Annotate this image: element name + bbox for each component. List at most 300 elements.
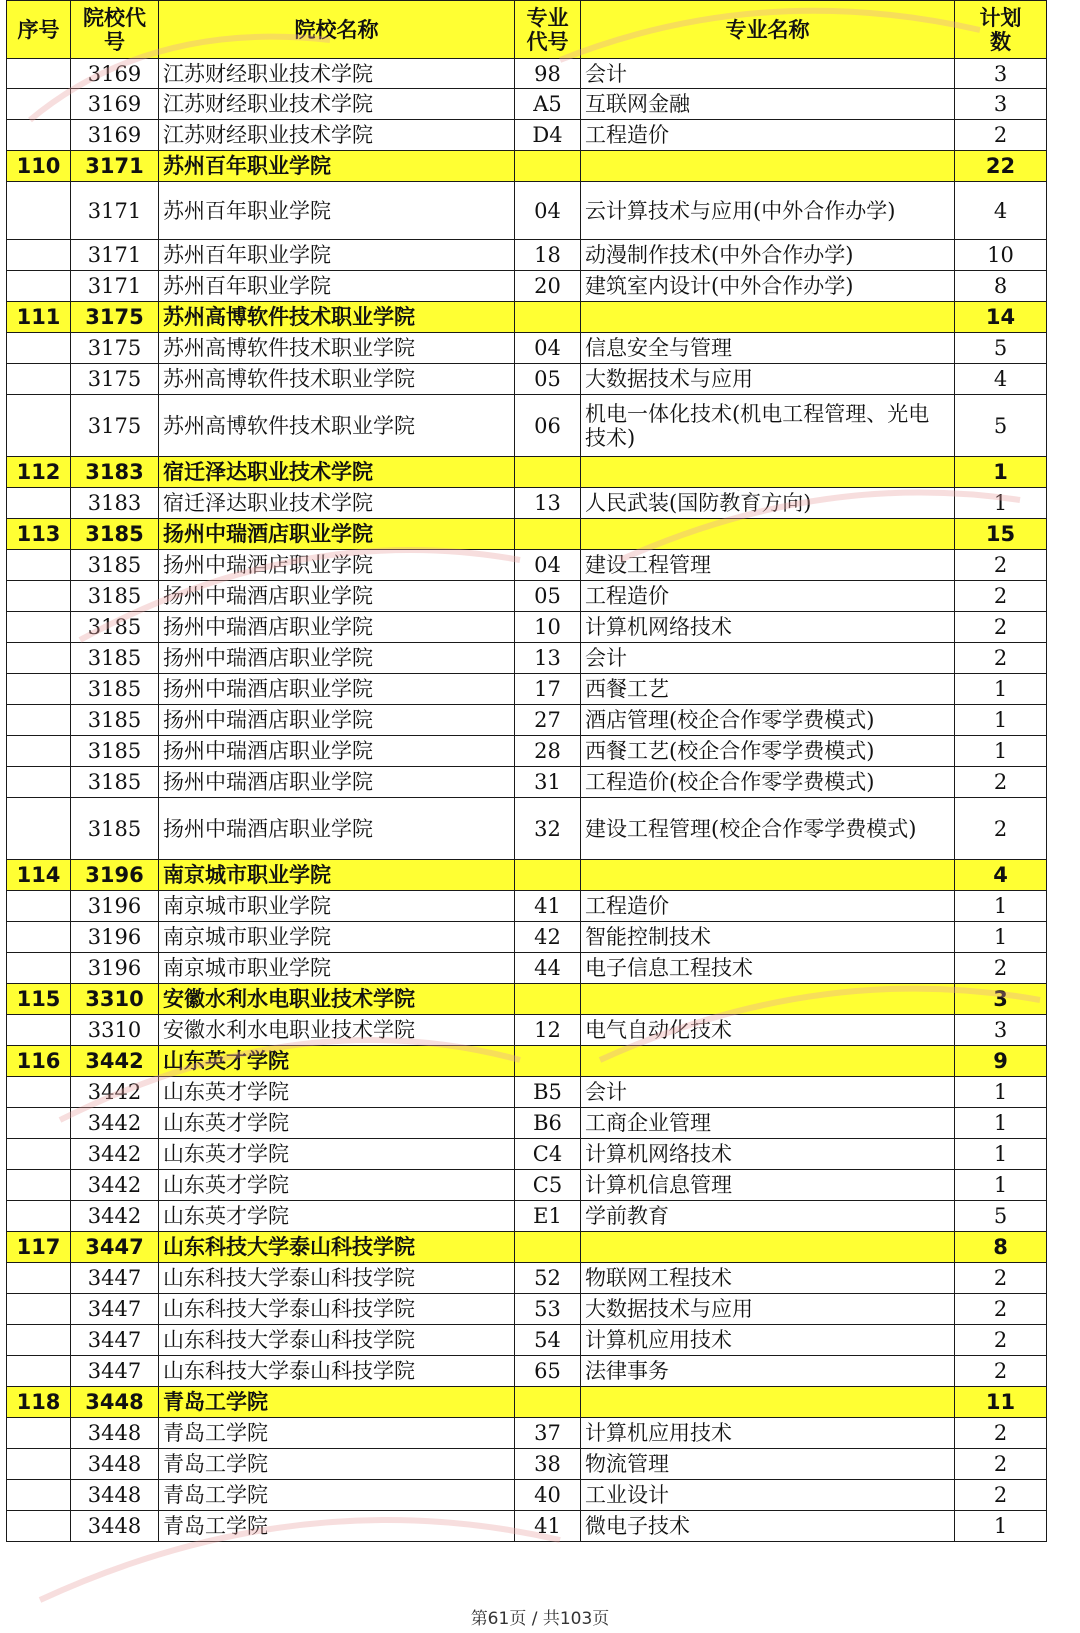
cell-plan: 1 (955, 457, 1047, 488)
cell-major-code (515, 984, 581, 1015)
cell-major-name (581, 860, 955, 891)
cell-major-code: 13 (515, 488, 581, 519)
cell-school-name: 宿迁泽达职业技术学院 (159, 488, 515, 519)
cell-school-name: 山东科技大学泰山科技学院 (159, 1356, 515, 1387)
cell-major-name: 会计 (581, 59, 955, 89)
cell-major-code (515, 519, 581, 550)
cell-plan: 15 (955, 519, 1047, 550)
cell-plan: 2 (955, 1325, 1047, 1356)
cell-major-name: 酒店管理(校企合作零学费模式) (581, 705, 955, 736)
cell-school-name: 扬州中瑞酒店职业学院 (159, 550, 515, 581)
cell-major-code: 04 (515, 550, 581, 581)
cell-seq (7, 1170, 71, 1201)
cell-major-code: C5 (515, 1170, 581, 1201)
cell-major-code (515, 1046, 581, 1077)
cell-school-code: 3448 (71, 1480, 159, 1511)
cell-school-code: 3310 (71, 984, 159, 1015)
cell-major-code: 04 (515, 182, 581, 240)
cell-plan: 1 (955, 922, 1047, 953)
cell-school-code: 3185 (71, 736, 159, 767)
table-row (7, 767, 1047, 798)
cell-major-name (581, 457, 955, 488)
cell-plan: 2 (955, 643, 1047, 674)
cell-school-code: 3169 (71, 59, 159, 89)
cell-major-code: 05 (515, 581, 581, 612)
cell-plan: 1 (955, 1108, 1047, 1139)
cell-major-code: 38 (515, 1449, 581, 1480)
cell-major-code (515, 457, 581, 488)
cell-school-code: 3185 (71, 643, 159, 674)
school-group-row (7, 519, 1047, 550)
cell-school-name: 苏州高博软件技术职业学院 (159, 364, 515, 395)
cell-major-code: 98 (515, 59, 581, 89)
cell-school-name: 扬州中瑞酒店职业学院 (159, 674, 515, 705)
cell-plan: 2 (955, 953, 1047, 984)
cell-major-code: 12 (515, 1015, 581, 1046)
cell-plan: 2 (955, 581, 1047, 612)
cell-seq (7, 550, 71, 581)
cell-school-code: 3310 (71, 1015, 159, 1046)
cell-plan: 2 (955, 1480, 1047, 1511)
cell-school-name: 山东英才学院 (159, 1046, 515, 1077)
table-row (7, 1449, 1047, 1480)
cell-school-name: 苏州百年职业学院 (159, 182, 515, 240)
cell-major-name: 工程造价(校企合作零学费模式) (581, 767, 955, 798)
cell-plan: 1 (955, 705, 1047, 736)
cell-school-name: 苏州百年职业学院 (159, 271, 515, 302)
cell-major-name: 建筑室内设计(中外合作办学) (581, 271, 955, 302)
table-row (7, 1201, 1047, 1232)
cell-school-code: 3448 (71, 1387, 159, 1418)
cell-seq (7, 643, 71, 674)
cell-school-name: 山东科技大学泰山科技学院 (159, 1325, 515, 1356)
cell-school-name: 南京城市职业学院 (159, 953, 515, 984)
cell-school-code: 3447 (71, 1232, 159, 1263)
cell-major-code: 18 (515, 240, 581, 271)
cell-school-name: 扬州中瑞酒店职业学院 (159, 581, 515, 612)
table-row (7, 1356, 1047, 1387)
cell-school-code: 3442 (71, 1108, 159, 1139)
cell-plan: 2 (955, 1263, 1047, 1294)
cell-seq (7, 798, 71, 860)
cell-plan: 1 (955, 1077, 1047, 1108)
table-row (7, 953, 1047, 984)
cell-major-code (515, 1232, 581, 1263)
cell-plan: 10 (955, 240, 1047, 271)
cell-school-name: 扬州中瑞酒店职业学院 (159, 643, 515, 674)
cell-plan: 1 (955, 674, 1047, 705)
cell-school-name: 苏州百年职业学院 (159, 240, 515, 271)
school-group-row (7, 457, 1047, 488)
cell-school-name: 江苏财经职业技术学院 (159, 120, 515, 151)
cell-plan: 3 (955, 984, 1047, 1015)
cell-seq (7, 1418, 71, 1449)
cell-major-code: 53 (515, 1294, 581, 1325)
table-row (7, 1108, 1047, 1139)
header-school-name: 院校名称 (159, 1, 515, 59)
cell-major-name: 智能控制技术 (581, 922, 955, 953)
table-row (7, 120, 1047, 151)
cell-major-name: 计算机网络技术 (581, 612, 955, 643)
table-row (7, 59, 1047, 89)
cell-school-code: 3185 (71, 674, 159, 705)
cell-major-name: 工程造价 (581, 120, 955, 151)
cell-major-name: 动漫制作技术(中外合作办学) (581, 240, 955, 271)
cell-school-name: 山东英才学院 (159, 1108, 515, 1139)
cell-major-code: E1 (515, 1201, 581, 1232)
cell-school-code: 3196 (71, 953, 159, 984)
cell-seq (7, 1015, 71, 1046)
cell-school-name: 扬州中瑞酒店职业学院 (159, 736, 515, 767)
cell-seq (7, 59, 71, 89)
cell-major-name: 会计 (581, 643, 955, 674)
cell-major-code: 20 (515, 271, 581, 302)
school-group-row (7, 984, 1047, 1015)
cell-major-code: 41 (515, 891, 581, 922)
cell-major-name: 法律事务 (581, 1356, 955, 1387)
school-group-row (7, 151, 1047, 182)
cell-school-code: 3183 (71, 457, 159, 488)
cell-major-code: 65 (515, 1356, 581, 1387)
table-row (7, 550, 1047, 581)
cell-major-code: 04 (515, 333, 581, 364)
table-row (7, 1294, 1047, 1325)
cell-major-name: 大数据技术与应用 (581, 364, 955, 395)
table-row (7, 891, 1047, 922)
cell-seq (7, 612, 71, 643)
header-plan: 计划数 (955, 1, 1047, 59)
cell-school-code: 3185 (71, 581, 159, 612)
cell-major-name: 计算机信息管理 (581, 1170, 955, 1201)
school-group-row (7, 1387, 1047, 1418)
cell-major-code (515, 1387, 581, 1418)
table-row (7, 1418, 1047, 1449)
cell-seq: 117 (7, 1232, 71, 1263)
admission-plan-table-container (6, 0, 1046, 1542)
cell-major-name: 人民武装(国防教育方向) (581, 488, 955, 519)
cell-major-code: 17 (515, 674, 581, 705)
cell-school-name: 苏州高博软件技术职业学院 (159, 333, 515, 364)
cell-plan: 22 (955, 151, 1047, 182)
cell-major-name: 会计 (581, 1077, 955, 1108)
cell-school-code: 3185 (71, 612, 159, 643)
school-group-row (7, 1046, 1047, 1077)
cell-plan: 2 (955, 1449, 1047, 1480)
school-group-row (7, 302, 1047, 333)
cell-seq: 114 (7, 860, 71, 891)
cell-school-name: 山东英才学院 (159, 1139, 515, 1170)
cell-seq (7, 767, 71, 798)
cell-major-name: 工商企业管理 (581, 1108, 955, 1139)
cell-plan: 1 (955, 488, 1047, 519)
cell-major-code: 42 (515, 922, 581, 953)
cell-major-name: 大数据技术与应用 (581, 1294, 955, 1325)
cell-seq (7, 364, 71, 395)
cell-plan: 14 (955, 302, 1047, 333)
cell-school-code: 3447 (71, 1325, 159, 1356)
cell-school-code: 3196 (71, 922, 159, 953)
cell-major-name: 建设工程管理(校企合作零学费模式) (581, 798, 955, 860)
cell-major-name: 计算机网络技术 (581, 1139, 955, 1170)
cell-seq (7, 89, 71, 120)
cell-major-name: 物联网工程技术 (581, 1263, 955, 1294)
table-row (7, 612, 1047, 643)
cell-school-code: 3442 (71, 1170, 159, 1201)
table-row (7, 364, 1047, 395)
cell-school-code: 3448 (71, 1511, 159, 1542)
cell-major-code: A5 (515, 89, 581, 120)
cell-major-name: 互联网金融 (581, 89, 955, 120)
cell-school-name: 苏州高博软件技术职业学院 (159, 395, 515, 457)
table-row (7, 1077, 1047, 1108)
table-row (7, 581, 1047, 612)
cell-school-code: 3448 (71, 1418, 159, 1449)
cell-school-name: 江苏财经职业技术学院 (159, 59, 515, 89)
table-row (7, 1015, 1047, 1046)
cell-school-code: 3196 (71, 860, 159, 891)
cell-major-code: 54 (515, 1325, 581, 1356)
cell-school-name: 扬州中瑞酒店职业学院 (159, 612, 515, 643)
cell-plan: 1 (955, 736, 1047, 767)
cell-major-code: B5 (515, 1077, 581, 1108)
table-body (7, 59, 1047, 1542)
cell-plan: 4 (955, 364, 1047, 395)
cell-major-name (581, 1046, 955, 1077)
table-row (7, 240, 1047, 271)
cell-major-code: 31 (515, 767, 581, 798)
cell-school-code: 3171 (71, 271, 159, 302)
cell-plan: 9 (955, 1046, 1047, 1077)
cell-plan: 4 (955, 860, 1047, 891)
cell-plan: 1 (955, 1511, 1047, 1542)
cell-seq (7, 1139, 71, 1170)
cell-school-code: 3171 (71, 182, 159, 240)
cell-plan: 2 (955, 612, 1047, 643)
table-row (7, 271, 1047, 302)
cell-major-code: 13 (515, 643, 581, 674)
cell-major-name (581, 984, 955, 1015)
cell-major-name: 工程造价 (581, 581, 955, 612)
school-group-row (7, 1232, 1047, 1263)
cell-seq (7, 1263, 71, 1294)
cell-school-code: 3175 (71, 395, 159, 457)
cell-seq: 112 (7, 457, 71, 488)
cell-major-name: 电气自动化技术 (581, 1015, 955, 1046)
cell-school-code: 3447 (71, 1356, 159, 1387)
table-row (7, 182, 1047, 240)
cell-major-code: 52 (515, 1263, 581, 1294)
table-row (7, 922, 1047, 953)
cell-plan: 3 (955, 89, 1047, 120)
cell-seq (7, 1294, 71, 1325)
header-major-name: 专业名称 (581, 1, 955, 59)
cell-plan: 1 (955, 891, 1047, 922)
cell-major-code: B6 (515, 1108, 581, 1139)
cell-major-name (581, 302, 955, 333)
cell-seq: 116 (7, 1046, 71, 1077)
cell-major-name: 微电子技术 (581, 1511, 955, 1542)
cell-school-name: 南京城市职业学院 (159, 891, 515, 922)
cell-school-name: 安徽水利水电职业技术学院 (159, 1015, 515, 1046)
cell-major-code: 10 (515, 612, 581, 643)
cell-major-name: 建设工程管理 (581, 550, 955, 581)
table-row (7, 798, 1047, 860)
cell-major-name (581, 1387, 955, 1418)
cell-seq: 115 (7, 984, 71, 1015)
cell-major-name: 西餐工艺 (581, 674, 955, 705)
cell-plan: 5 (955, 333, 1047, 364)
cell-school-name: 江苏财经职业技术学院 (159, 89, 515, 120)
cell-school-code: 3171 (71, 240, 159, 271)
cell-major-name: 电子信息工程技术 (581, 953, 955, 984)
cell-school-code: 3183 (71, 488, 159, 519)
cell-school-name: 南京城市职业学院 (159, 922, 515, 953)
cell-seq: 113 (7, 519, 71, 550)
school-group-row (7, 860, 1047, 891)
table-row (7, 736, 1047, 767)
cell-school-name: 苏州百年职业学院 (159, 151, 515, 182)
cell-major-name: 云计算技术与应用(中外合作办学) (581, 182, 955, 240)
cell-school-code: 3171 (71, 151, 159, 182)
cell-school-code: 3169 (71, 89, 159, 120)
cell-seq (7, 1480, 71, 1511)
cell-school-name: 山东科技大学泰山科技学院 (159, 1263, 515, 1294)
cell-major-code: 32 (515, 798, 581, 860)
cell-school-name: 山东英才学院 (159, 1201, 515, 1232)
cell-plan: 2 (955, 1356, 1047, 1387)
cell-seq: 118 (7, 1387, 71, 1418)
cell-seq (7, 1077, 71, 1108)
cell-seq (7, 891, 71, 922)
cell-major-name: 学前教育 (581, 1201, 955, 1232)
cell-seq (7, 240, 71, 271)
cell-major-name: 机电一体化技术(机电工程管理、光电技术) (581, 395, 955, 457)
cell-school-name: 青岛工学院 (159, 1480, 515, 1511)
cell-school-code: 3175 (71, 333, 159, 364)
cell-school-code: 3185 (71, 519, 159, 550)
cell-plan: 5 (955, 1201, 1047, 1232)
cell-school-name: 扬州中瑞酒店职业学院 (159, 705, 515, 736)
cell-school-code: 3442 (71, 1201, 159, 1232)
cell-major-name: 工程造价 (581, 891, 955, 922)
cell-major-code: C4 (515, 1139, 581, 1170)
cell-major-name: 信息安全与管理 (581, 333, 955, 364)
cell-school-name: 南京城市职业学院 (159, 860, 515, 891)
cell-school-name: 山东英才学院 (159, 1170, 515, 1201)
cell-major-name: 物流管理 (581, 1449, 955, 1480)
cell-school-code: 3448 (71, 1449, 159, 1480)
table-row (7, 1325, 1047, 1356)
cell-seq (7, 1325, 71, 1356)
cell-school-name: 苏州高博软件技术职业学院 (159, 302, 515, 333)
cell-plan: 2 (955, 120, 1047, 151)
cell-seq (7, 581, 71, 612)
cell-school-name: 青岛工学院 (159, 1511, 515, 1542)
header-major-code: 专业代号 (515, 1, 581, 59)
cell-school-name: 宿迁泽达职业技术学院 (159, 457, 515, 488)
cell-school-name: 山东科技大学泰山科技学院 (159, 1232, 515, 1263)
cell-plan: 2 (955, 767, 1047, 798)
header-seq: 序号 (7, 1, 71, 59)
cell-major-code: 44 (515, 953, 581, 984)
cell-seq (7, 1511, 71, 1542)
table-row (7, 1480, 1047, 1511)
cell-school-code: 3442 (71, 1139, 159, 1170)
cell-seq (7, 182, 71, 240)
cell-plan: 8 (955, 271, 1047, 302)
cell-major-name (581, 519, 955, 550)
cell-school-code: 3447 (71, 1294, 159, 1325)
table-row (7, 1139, 1047, 1170)
cell-school-name: 青岛工学院 (159, 1449, 515, 1480)
cell-plan: 2 (955, 1418, 1047, 1449)
cell-plan: 5 (955, 395, 1047, 457)
cell-major-code: 28 (515, 736, 581, 767)
cell-seq (7, 705, 71, 736)
cell-major-name: 工业设计 (581, 1480, 955, 1511)
table-row (7, 1170, 1047, 1201)
table-row (7, 705, 1047, 736)
admission-plan-table (6, 0, 1047, 1542)
cell-seq (7, 271, 71, 302)
table-row (7, 333, 1047, 364)
cell-plan: 11 (955, 1387, 1047, 1418)
cell-major-name (581, 151, 955, 182)
table-row (7, 1263, 1047, 1294)
cell-major-code (515, 860, 581, 891)
cell-plan: 8 (955, 1232, 1047, 1263)
cell-seq (7, 953, 71, 984)
cell-seq (7, 736, 71, 767)
table-row (7, 1511, 1047, 1542)
cell-major-code: 06 (515, 395, 581, 457)
cell-school-name: 山东英才学院 (159, 1077, 515, 1108)
cell-seq (7, 120, 71, 151)
cell-school-name: 扬州中瑞酒店职业学院 (159, 798, 515, 860)
cell-plan: 2 (955, 798, 1047, 860)
cell-school-code: 3175 (71, 302, 159, 333)
cell-seq (7, 395, 71, 457)
cell-school-name: 扬州中瑞酒店职业学院 (159, 519, 515, 550)
cell-major-name: 计算机应用技术 (581, 1418, 955, 1449)
cell-school-code: 3442 (71, 1077, 159, 1108)
cell-major-code: 05 (515, 364, 581, 395)
cell-seq: 111 (7, 302, 71, 333)
cell-seq: 110 (7, 151, 71, 182)
table-row (7, 674, 1047, 705)
cell-major-code: 27 (515, 705, 581, 736)
cell-school-code: 3169 (71, 120, 159, 151)
table-header-row (7, 1, 1047, 59)
cell-school-code: 3185 (71, 705, 159, 736)
cell-school-name: 青岛工学院 (159, 1418, 515, 1449)
cell-major-code (515, 151, 581, 182)
cell-major-code: D4 (515, 120, 581, 151)
cell-seq (7, 1356, 71, 1387)
cell-school-name: 扬州中瑞酒店职业学院 (159, 767, 515, 798)
cell-seq (7, 922, 71, 953)
cell-plan: 4 (955, 182, 1047, 240)
cell-school-name: 青岛工学院 (159, 1387, 515, 1418)
page-footer: 第61页 / 共103页 (470, 1609, 610, 1629)
cell-plan: 3 (955, 59, 1047, 89)
cell-seq (7, 488, 71, 519)
cell-plan: 3 (955, 1015, 1047, 1046)
cell-seq (7, 1108, 71, 1139)
cell-plan: 2 (955, 1294, 1047, 1325)
cell-school-code: 3196 (71, 891, 159, 922)
cell-school-code: 3185 (71, 798, 159, 860)
